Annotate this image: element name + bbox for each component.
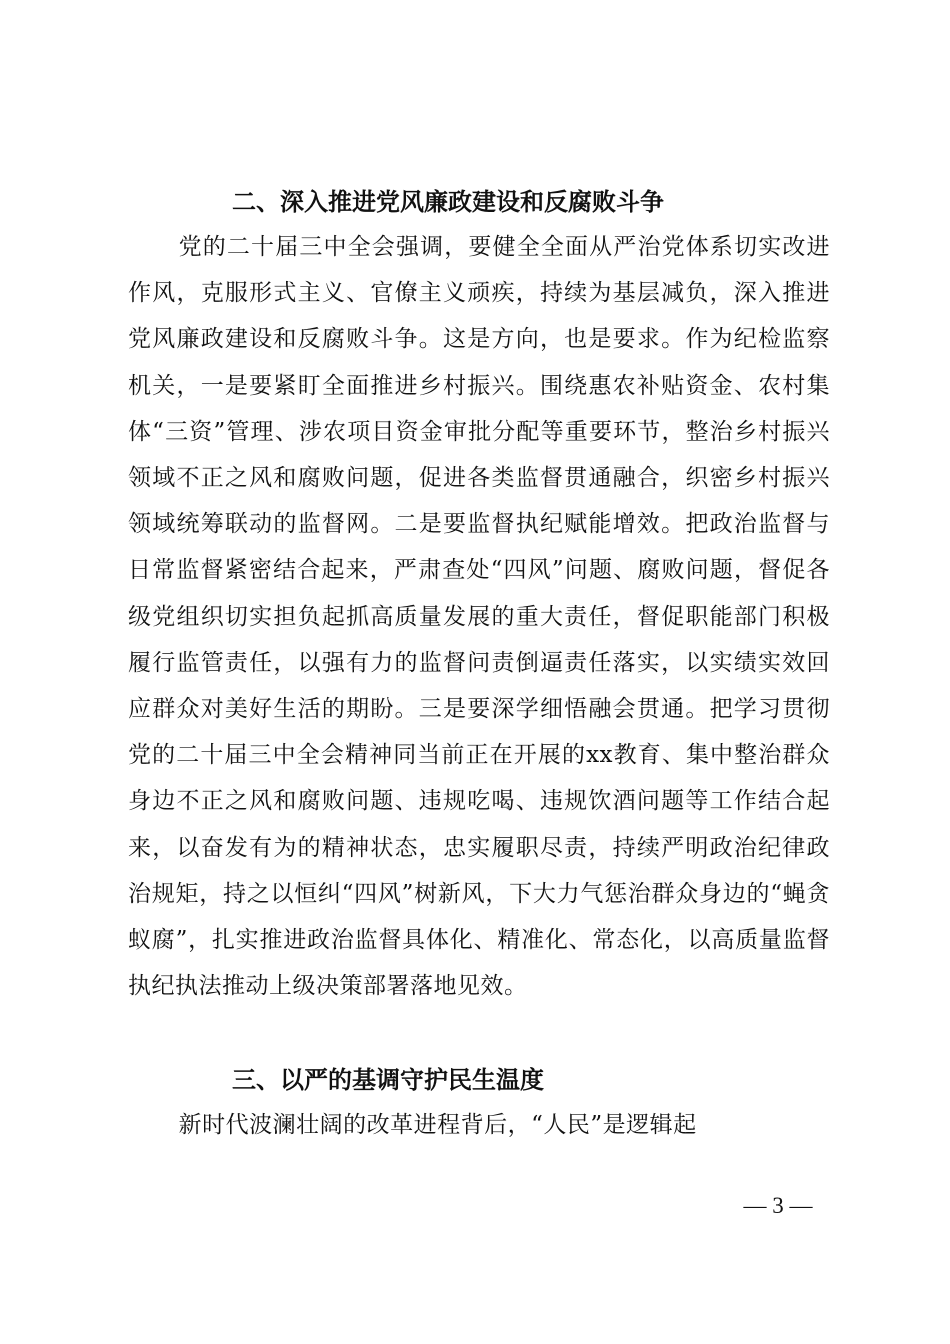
section-two-paragraph: 党的二十届三中全会强调，要健全全面从严治党体系切实改进作风，克服形式主义、官僚主义顽疾，持续为基层减负，深入推进党风廉政建设和反腐败斗争。这是方向，也是要求。作为纪检监察机关，一是要紧盯全面推进乡村振兴。围绕惠农补贴资金、农村集体“三资”管理、涉农项目资金审批分配等重要环节，整治乡村振兴领域不正之风和腐败问题，促进各类监督贯通融合，织密乡村振兴领域统筹联动的监督网。二是要监督执纪赋能增效。把政治监督与日常监督紧密结合起来，严肃查处“四风”问题、腐败问题，督促各级党组织切实担负起抓高质量发展的重大责任，督促职能部门积极履行监管责任，以强有力的监督问责倒逼责任落实，以实绩实效回应群众对美好生活的期盼。三是要深学细悟融会贯通。把学习贯彻党的二十届三中全会精神同当前正在开展的xx教育、集中整治群众身边不正之风和腐败问题、违规吃喝、违规饮酒问题等工作结合起来，以奋发有为的精神状态，忠实履职尽责，持续严明政治纪律政治规矩，持之以恒纠“四风”树新风，下大力气惩治群众身边的“蝇贪蚁腐”，扎实推进政治监督具体化、精准化、常态化，以高质量监督执纪执法推动上级决策部署落地见效。 bbox=[128, 234, 830, 1000]
page-number: — 3 — bbox=[743, 1193, 813, 1218]
section-three-heading: 三、以严的基调守护民生温度 bbox=[232, 1066, 544, 1094]
section-three-paragraph: 新时代波澜壮阔的改革进程背后，“人民”是逻辑起 bbox=[178, 1112, 697, 1138]
section-two-heading: 二、深入推进党风廉政建设和反腐败斗争 bbox=[232, 188, 664, 216]
